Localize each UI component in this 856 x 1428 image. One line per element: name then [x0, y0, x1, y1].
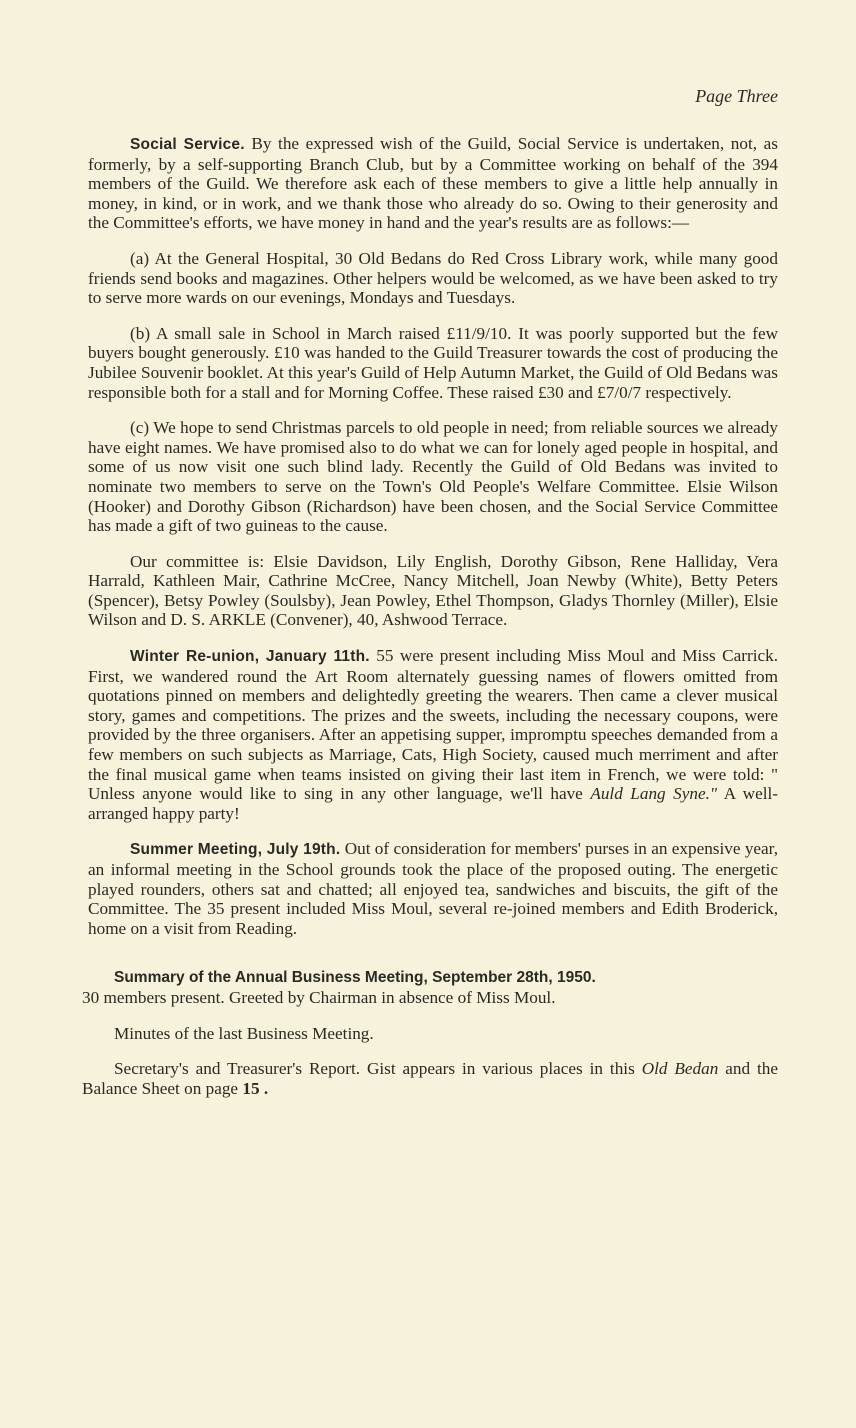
winter-reunion-heading: Winter Re-union, January 11th. [130, 648, 370, 666]
page-content [82, 134, 779, 1098]
social-service-intro-text: By the expressed wish of the Guild, Social Service is undertaken, not, as formerly, by a self-supporting Branch Club, but by a Committee working on behalf of the 394 members of the Guild. We therefore ask each of these members to give a little help annually in money, in kind, or in work, and we thank those who already do so. Owing to their generosity and the Committee's efforts, we have money in hand and the year's results are as follows:— [88, 134, 778, 233]
committee-list: Our committee is: Elsie Davidson, Lily English, Dorothy Gibson, Rene Halliday, Vera Harrald, Kathleen Mair, Cathrine McCree, Nancy Mitchell, Joan Newby (White), Betty Peters (Spencer), Betsy Powley (Soulsby), Jean Powley, Ethel Thompson, Gladys Thornley (Miller), Elsie Wilson and D. S. ARKLE (Convener), 40, Ashwood Terrace. [88, 551, 778, 630]
summary-report [82, 1059, 778, 1098]
song-title: Auld Lang Syne." [590, 784, 718, 804]
social-service-item-c: (c) We hope to send Christmas parcels to old people in need; from reliable sources we already have eight names. We have promised also to do what we can for lonely aged people in hospital, and some of us now visit one such blind lady. Recently the Guild of Old Bedans was invited to nominate two members to serve on the Town's Old People's Welfare Committee. Elsie Wilson (Hooker) and Dorothy Gibson (Richardson) have been chosen, and the Social Service Committee has made a gift of two guineas to the cause. [88, 418, 778, 536]
annual-meeting-summary [82, 968, 778, 1098]
summary-report-text-end: and the Balance Sheet on page [82, 1059, 779, 1098]
social-service-heading: Social Service. [130, 136, 245, 153]
social-service-intro [88, 134, 778, 233]
winter-reunion-paragraph [88, 646, 778, 823]
summary-report-text: Secretary's and Treasurer's Report. Gist appears in various places in this [114, 1059, 635, 1079]
winter-reunion-text: 55 were present including Miss Moul and Miss Carrick. First, we wandered round the Art Room alternately guessing names of flowers omitted from quotations pinned on members and delightedly greeting the wearers. Then came a clever musical story, games and competitions. The prizes and the sweets, including the necessary coupons, were provided by the three organisers. After an appetising supper, impromptu speeches demanded from a few members on such subjects as Marriage, Cats, High Society, caused much merriment and after the final musical game when teams insisted on giving their last item in French, we were told: " Unless anyone would like to sing in any other language, we'll have [88, 646, 779, 804]
summer-meeting-paragraph [88, 839, 778, 938]
summary-minutes: Minutes of the last Business Meeting. [114, 1023, 374, 1043]
social-service-item-a: (a) At the General Hospital, 30 Old Bedans do Red Cross Library work, while many good friends send books and magazines. Other helpers would be welcomed, as we have been asked to try to serve more wards on our evenings, Mondays and Tuesdays. [88, 248, 778, 308]
summer-meeting-text: Out of consideration for members' purses in an expensive year, an informal meeting in the School grounds took the place of the proposed outing. The energetic played rounders, others sat and chatted; all enjoyed tea, sandwiches and biscuits, the gift of the Committee. The 35 present included Miss Moul, several re-joined members and Edith Broderick, home on a visit from Reading. [88, 839, 779, 938]
page-number: Page Three [695, 86, 778, 106]
page-reference: 15 . [242, 1078, 269, 1098]
social-service-item-b: (b) A small sale in School in March raised £11/9/10. It was poorly supported but the few buyers bought generously. £10 was handed to the Guild Treasurer towards the cost of producing the Jubilee Souvenir booklet. At this year's Guild of Help Autumn Market, the Guild of Old Bedans was responsible both for a stall and for Morning Coffee. These raised £30 and £7/0/7 respectively. [88, 323, 778, 402]
summary-heading: Summary of the Annual Business Meeting, September 28th, 1950. [114, 969, 596, 987]
summary-attendance: 30 members present. Greeted by Chairman in absence of Miss Moul. [82, 987, 556, 1007]
winter-reunion-closing: A well-arranged happy party! [88, 784, 778, 823]
summer-meeting-heading: Summer Meeting, July 19th. [130, 841, 341, 859]
publication-title: Old Bedan [641, 1059, 719, 1079]
